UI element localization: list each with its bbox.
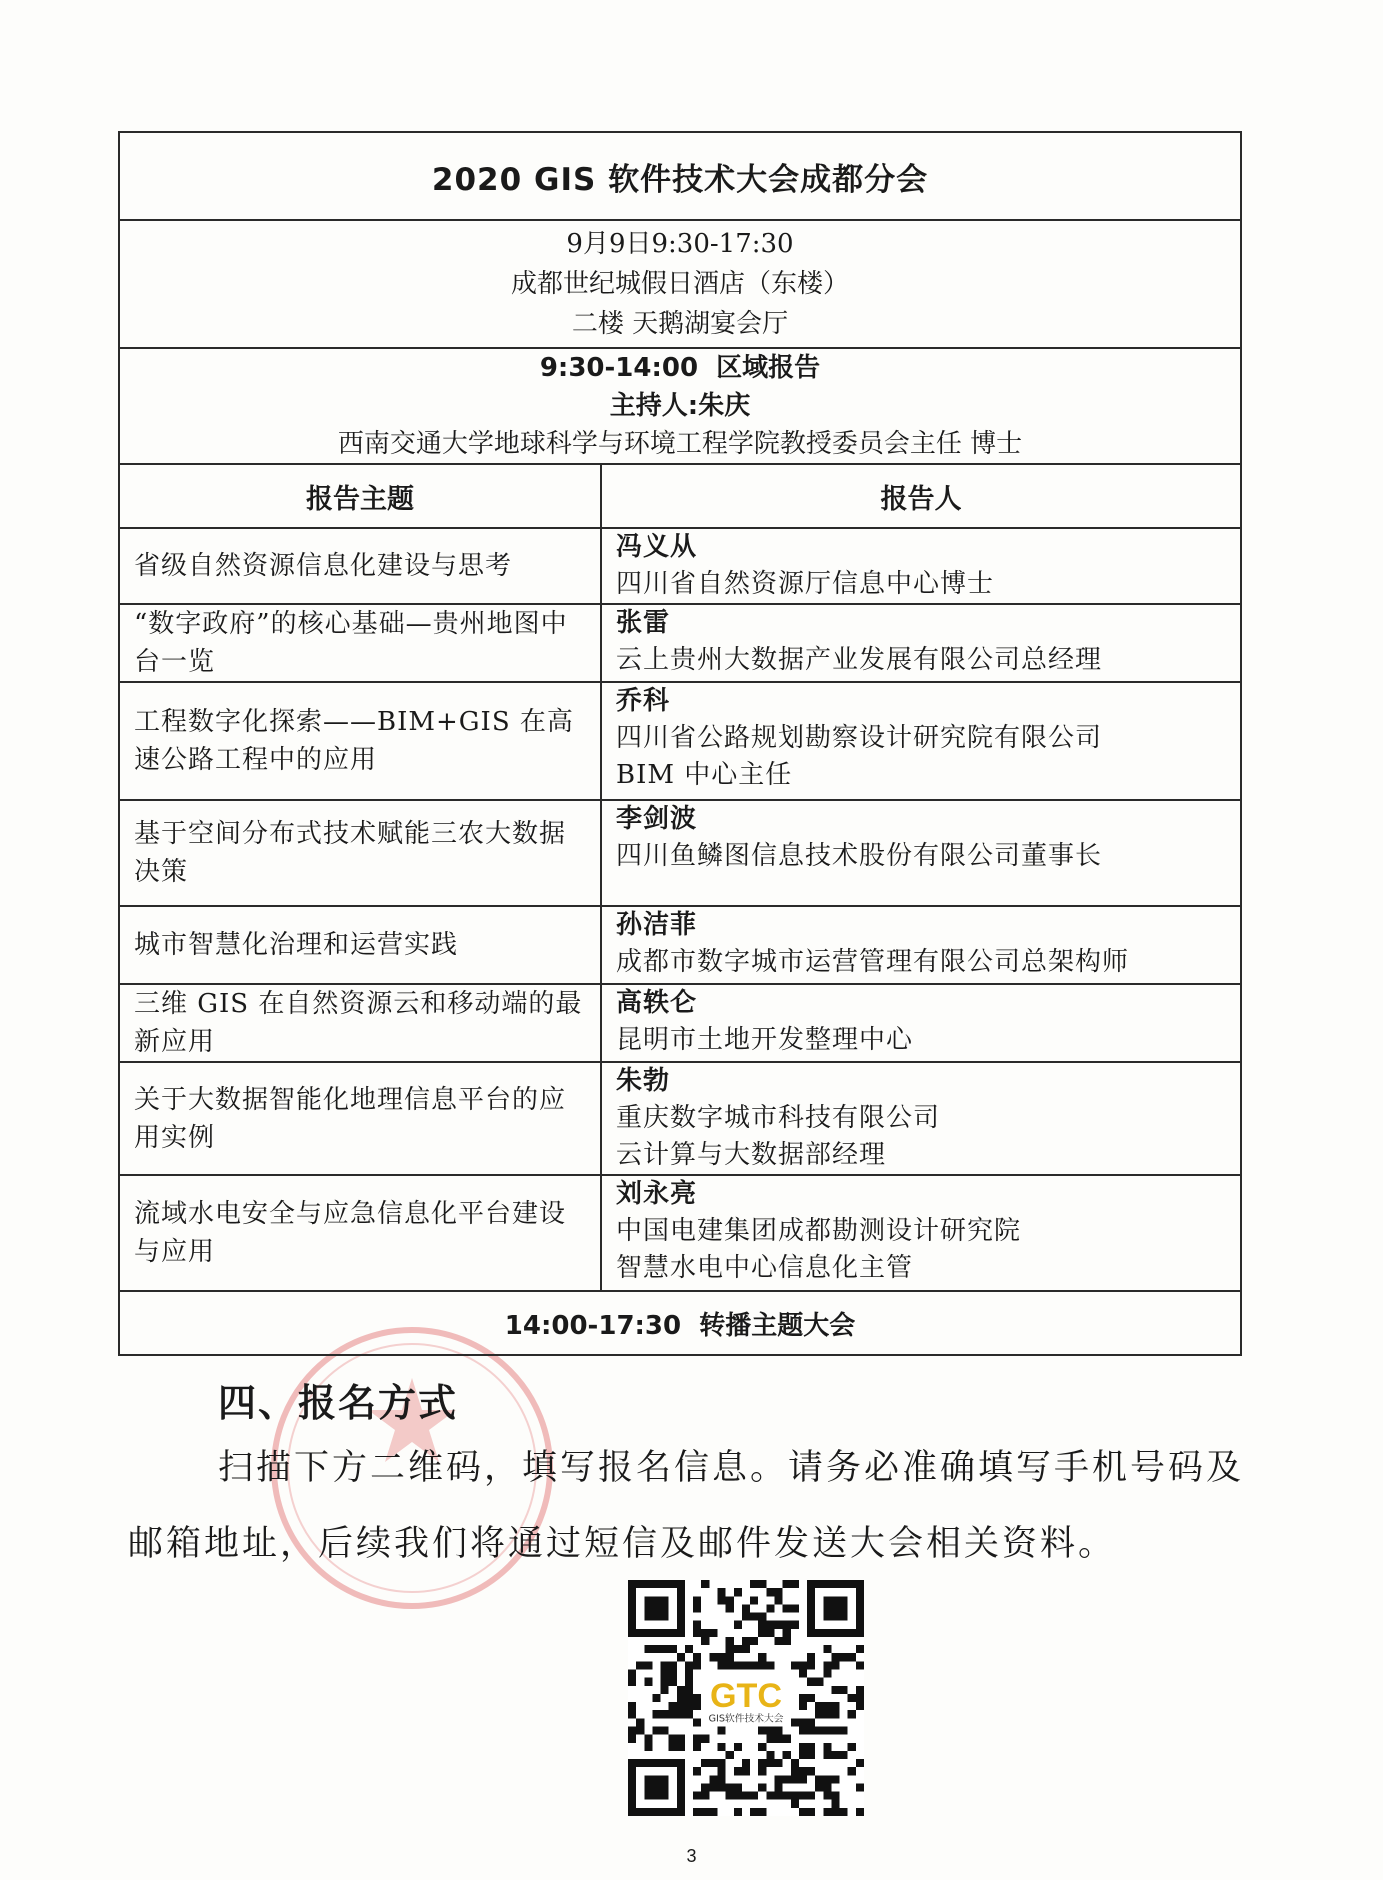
speaker-org: 云上贵州大数据产业发展有限公司总经理 (616, 645, 1103, 675)
speaker-cell (601, 906, 1241, 984)
table-row (119, 1062, 1241, 1175)
topic-cell: “数字政府”的核心基础—贵州地图中台一览 (119, 604, 601, 682)
table-row (119, 984, 1241, 1062)
plenary-session: 14:00-17:30 转播主题大会 (119, 1291, 1241, 1355)
topic-cell: 三维 GIS 在自然资源云和移动端的最新应用 (119, 984, 601, 1062)
event-hall: 二楼 天鹅湖宴会厅 (571, 309, 789, 339)
speaker-name: 冯义从 (616, 532, 698, 562)
registration-instructions: 扫描下方二维码，填写报名信息。请务必准确填写手机号码及邮箱地址，后续我们将通过短信及邮件发送大会相关资料。 (128, 1448, 1245, 1564)
column-header-speaker: 报告人 (601, 464, 1241, 528)
table-row (119, 682, 1241, 800)
speaker-org: 四川鱼鳞图信息技术股份有限公司董事长 (616, 841, 1103, 871)
speaker-name: 高轶仑 (616, 988, 698, 1018)
speaker-org: 四川省自然资源厅信息中心博士 (616, 569, 995, 599)
speaker-org-line2: 智慧水电中心信息化主管 (616, 1253, 914, 1283)
table-row (119, 800, 1241, 906)
speaker-org: 中国电建集团成都勘测设计研究院 (616, 1216, 1022, 1246)
speaker-cell (601, 1175, 1241, 1291)
session-time-title: 9:30-14:00 区域报告 (539, 353, 821, 383)
speaker-name: 李剑波 (616, 804, 698, 834)
table-row (119, 1175, 1241, 1291)
topic-cell: 关于大数据智能化地理信息平台的应用实例 (119, 1062, 601, 1175)
speaker-name: 孙洁菲 (616, 910, 698, 940)
event-venue: 成都世纪城假日酒店（东楼） (511, 269, 850, 299)
page-number: 3 (686, 1846, 697, 1866)
speaker-cell (601, 528, 1241, 604)
table-row (119, 906, 1241, 984)
speaker-cell (601, 1062, 1241, 1175)
event-date-time: 9月9日9:30-17:30 (566, 229, 794, 259)
topic-cell: 基于空间分布式技术赋能三农大数据决策 (119, 800, 601, 906)
topic-cell: 工程数字化探索——BIM+GIS 在高速公路工程中的应用 (119, 682, 601, 800)
session-host: 主持人:朱庆 (609, 391, 751, 421)
table-title: 2020 GIS 软件技术大会成都分会 (119, 132, 1241, 220)
speaker-name: 朱勃 (616, 1066, 671, 1096)
speaker-name: 刘永亮 (616, 1179, 698, 1209)
speaker-name: 张雷 (616, 608, 671, 638)
qr-logo-subtext: GIS软件技术大会 (708, 1713, 784, 1725)
event-info (119, 220, 1241, 348)
speaker-org: 昆明市土地开发整理中心 (616, 1025, 914, 1055)
session-info (119, 348, 1241, 464)
speaker-org: 四川省公路规划勘察设计研究院有限公司 (616, 723, 1103, 753)
speaker-name: 乔科 (616, 686, 671, 716)
session-host-title: 西南交通大学地球科学与环境工程学院教授委员会主任 博士 (337, 429, 1023, 459)
topic-cell: 流域水电安全与应急信息化平台建设与应用 (119, 1175, 601, 1291)
speaker-cell (601, 682, 1241, 800)
speaker-org: 重庆数字城市科技有限公司 (616, 1103, 941, 1133)
speaker-org: 成都市数字城市运营管理有限公司总架构师 (616, 947, 1130, 977)
speaker-cell (601, 800, 1241, 906)
column-header-topic: 报告主题 (119, 464, 601, 528)
registration-qr-code[interactable] (628, 1580, 864, 1816)
speaker-cell (601, 984, 1241, 1062)
speaker-org-line2: BIM 中心主任 (616, 760, 793, 790)
agenda-table (118, 131, 1242, 1356)
section-heading: 四、报名方式 (218, 1381, 459, 1425)
speaker-cell (601, 604, 1241, 682)
qr-logo-text: GTC (709, 1676, 783, 1715)
topic-cell: 城市智慧化治理和运营实践 (119, 906, 601, 984)
table-row (119, 528, 1241, 604)
speaker-org-line2: 云计算与大数据部经理 (616, 1140, 887, 1170)
topic-cell: 省级自然资源信息化建设与思考 (119, 528, 601, 604)
table-row (119, 604, 1241, 682)
